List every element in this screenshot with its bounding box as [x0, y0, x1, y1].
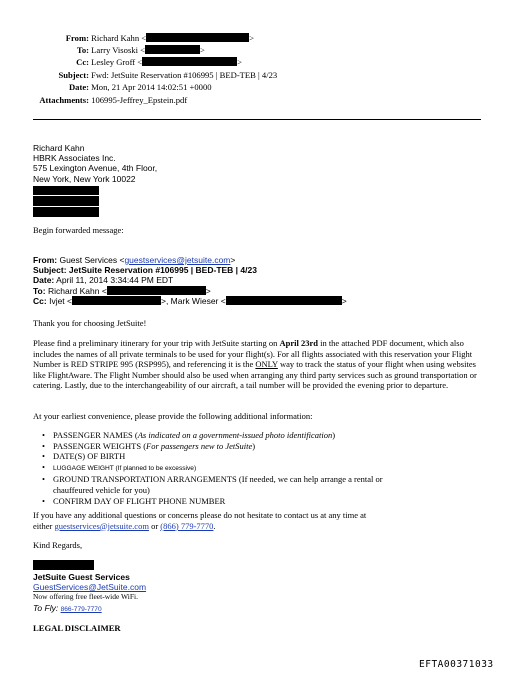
- thanks-line: Thank you for choosing JetSuite!: [33, 318, 147, 328]
- item-note: As indicated on a government-issued photo identification: [137, 430, 333, 440]
- date-label: Date:: [68, 82, 89, 92]
- redaction-box: [33, 196, 99, 206]
- fwd-date-label: Date:: [33, 275, 55, 286]
- header-from-row: [0, 33, 254, 43]
- header-date-row: [0, 82, 212, 92]
- bracket: >: [205, 285, 211, 296]
- fwd-cc-value: Ivjet <: [49, 295, 72, 306]
- signature-name: Richard Kahn: [33, 143, 85, 153]
- item-text: GROUND TRANSPORTATION ARRANGEMENTS (If needed, we can help arrange a rental or chauffeured vehicle for you): [53, 474, 383, 495]
- fwd-from-row: [33, 255, 347, 265]
- header-subject-row: [0, 70, 277, 80]
- fwd-from-email-link[interactable]: guestservices@jetsuite.com: [124, 255, 231, 265]
- cc-value: Lesley Groff <: [91, 57, 143, 67]
- contact-paragraph: [33, 510, 383, 531]
- request-intro: At your earliest convenience, please provide the following additional information:: [33, 411, 313, 421]
- attachments-label: Attachments:: [39, 95, 89, 105]
- bracket: >: [237, 57, 242, 67]
- redaction-box: [226, 296, 342, 305]
- signature-address: 575 Lexington Avenue, 4th Floor,: [33, 163, 158, 174]
- sig-email-link[interactable]: GuestServices@JetSuite.com: [33, 582, 147, 593]
- item-text: ): [332, 430, 336, 440]
- redaction-box: [145, 45, 200, 54]
- item-text: LUGGAGE WEIGHT (If planned to be excessive): [53, 464, 197, 472]
- jetsuite-signature: [33, 572, 146, 615]
- item-text: DATE(S) OF BIRTH: [53, 451, 126, 462]
- sender-signature: [33, 143, 157, 217]
- paragraph-text: .: [213, 520, 216, 531]
- paragraph-text: way to track the status of your flight when using websites like FlightAware. The Flight Number should also be used when arranging any third party services such as ground transportation or catering. Lastly, due to the interchangeability of our aircraft, a tail number will be provided the evening prior to departure.: [33, 359, 477, 391]
- from-value: Richard Kahn <: [91, 33, 147, 43]
- bracket: >: [341, 295, 347, 306]
- paragraph-underline: ONLY: [255, 359, 278, 370]
- paragraph-text: in the attached PDF document, which also includes the names of all private terminals to be used for your flight(s). For all flights associated with this reservation your Flight Number is RED STRIPE 995 (RSP995), and referencing it is the: [33, 338, 473, 370]
- sig-tofly-row: [33, 603, 146, 615]
- legal-disclaimer-heading: LEGAL DISCLAIMER: [33, 623, 121, 633]
- paragraph-bold: April 23rd: [279, 338, 318, 348]
- bates-number: EFTA00371033: [419, 659, 494, 670]
- fwd-cc-label: Cc:: [33, 295, 47, 306]
- header-cc-row: [0, 57, 242, 67]
- kind-regards: Kind Regards,: [33, 540, 83, 550]
- cc-label: Cc:: [76, 57, 89, 67]
- fwd-to-row: [33, 286, 347, 296]
- from-label: From:: [65, 33, 89, 43]
- bracket: >: [249, 33, 254, 43]
- attachment-link[interactable]: 106995-Jeffrey_Epstein.pdf: [91, 95, 188, 105]
- redaction-box: [107, 286, 206, 295]
- list-item: [33, 441, 485, 452]
- fwd-to-value: Richard Kahn <: [47, 285, 107, 296]
- list-item: [33, 474, 485, 495]
- itinerary-paragraph: [33, 338, 485, 391]
- fwd-date-value: April 11, 2014 3:34:44 PM EDT: [56, 275, 174, 286]
- list-item: [33, 451, 485, 462]
- bracket: >: [199, 45, 205, 55]
- paragraph-text: Please find a preliminary itinerary for your trip with JetSuite starting on: [33, 338, 280, 348]
- item-note: For passengers new to JetSuite: [146, 440, 253, 451]
- subject-value: Fwd: JetSuite Reservation #106995 | BED-TEB | 4/23: [91, 70, 278, 80]
- sig-tofly-label: To Fly:: [33, 602, 59, 613]
- forwarded-header: [33, 255, 347, 306]
- fwd-from-label: From:: [33, 255, 58, 265]
- fwd-subject-value: JetSuite Reservation #106995 | BED-TEB | 4/23: [68, 265, 257, 276]
- signature-company: HBRK Associates Inc.: [33, 153, 116, 164]
- redaction-box: [146, 33, 249, 42]
- fwd-from-name: Guest Services <: [59, 255, 125, 265]
- redaction-box: [142, 57, 237, 66]
- sig-title: JetSuite Guest Services: [33, 572, 130, 582]
- redaction-box: [72, 296, 161, 305]
- header-attachments-row: [0, 95, 187, 105]
- sig-wifi: Now offering free fleet-wide WiFi.: [33, 592, 139, 602]
- bracket: >: [230, 255, 236, 265]
- date-value: Mon, 21 Apr 2014 14:02:51 +0000: [91, 82, 212, 92]
- forward-intro: Begin forwarded message:: [33, 225, 124, 235]
- subject-label: Subject:: [58, 70, 89, 80]
- fwd-to-label: To:: [33, 285, 46, 296]
- sig-phone-link[interactable]: 866-779-7770: [60, 605, 102, 613]
- redaction-box: [33, 186, 99, 195]
- contact-email-link[interactable]: guestservices@jetsuite.com: [54, 520, 149, 531]
- header-divider: [33, 119, 481, 120]
- paragraph-text: or: [148, 520, 161, 531]
- contact-phone-link[interactable]: (866) 779-7770: [160, 520, 214, 531]
- header-to-row: [0, 45, 205, 55]
- list-item: [33, 430, 485, 441]
- fwd-subject-row: [33, 265, 347, 275]
- fwd-date-row: [33, 275, 347, 285]
- paragraph-text: If you have any additional questions or concerns please do not hesitate to contact us at any time at either: [33, 510, 367, 531]
- item-text: CONFIRM DAY OF FLIGHT PHONE NUMBER: [53, 495, 226, 506]
- redaction-box: [33, 560, 94, 570]
- signature-address: New York, New York 10022: [33, 173, 136, 184]
- item-text: PASSENGER NAMES (: [53, 430, 138, 440]
- list-item: [33, 462, 485, 475]
- to-label: To:: [76, 45, 89, 55]
- fwd-cc-value: >, Mark Wieser <: [161, 295, 226, 306]
- item-text: PASSENGER WEIGHTS (: [53, 440, 147, 451]
- request-list: [33, 430, 485, 506]
- fwd-subject-label: Subject:: [33, 265, 67, 276]
- item-text: ): [252, 440, 256, 451]
- to-value: Larry Visoski <: [91, 45, 145, 55]
- redaction-box: [33, 207, 99, 217]
- fwd-cc-row: [33, 296, 347, 306]
- list-item: [33, 496, 485, 507]
